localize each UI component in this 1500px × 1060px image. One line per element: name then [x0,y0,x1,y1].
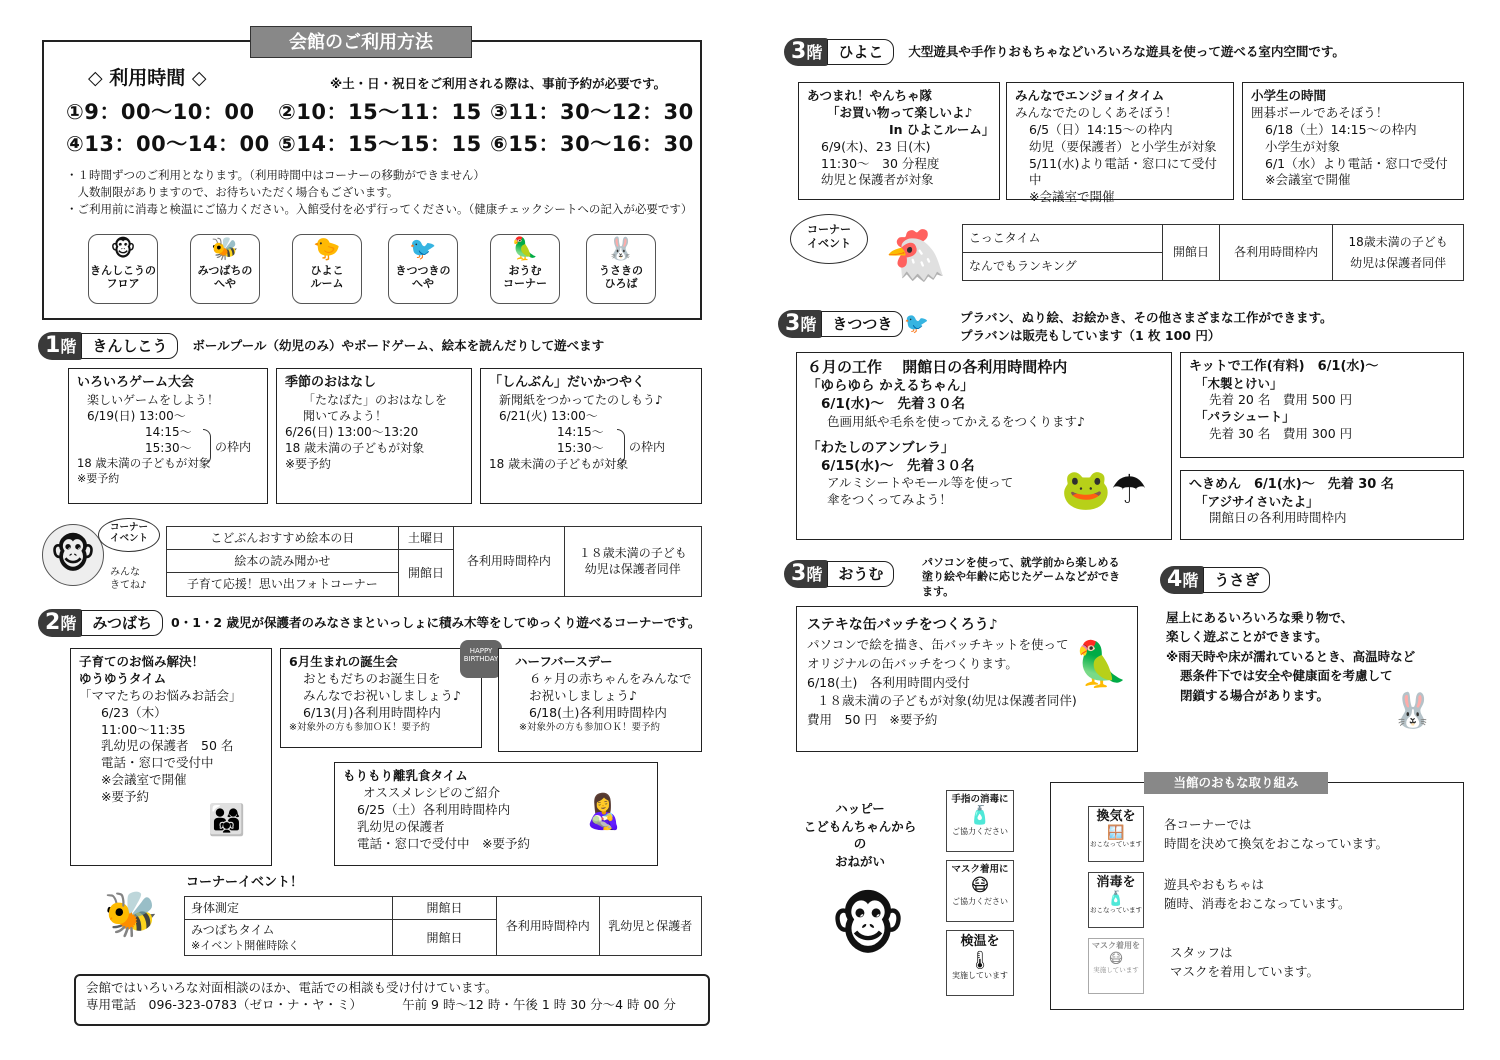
efforts-title: 当館のおもな取り組み [1144,772,1328,794]
temperature-sign: 検温を 🌡 実施しています [946,930,1014,996]
floor-description: 大型遊具や手作りおもちゃなどいろいろな遊具を使って遊べる室内空間です。 [908,43,1345,59]
event-box: へきめん 6/1(水)〜 先着 30 名 「アジサイさいたよ」 開館日の各利用時間枠内 [1180,470,1464,540]
effort-text: スタッフは マスクを着用しています。 [1170,945,1320,979]
bee-mascot-icon: 🐝 [103,889,159,940]
floor3-hiyoko-table: こっこタイム 開館日 各利用時間枠内 18歳未満の子ども 幼児は保護者同伴 なんでもランキング [962,224,1464,281]
event-box: みんなでエンジョイタイム みんなでたのしくあそぼう！ 6/5（日）14:15〜の枠内 幼児（要保護者）と小学生が対象 5/11(水)より電話・窓口にて受付中 ※会議室で開催 [1006,82,1234,200]
floor4-description: 屋上にあるいろいろな乗り物で、 楽しく遊ぶことができます。 ※雨天時や床が濡れているとき、高温時など 悪条件下では安全や健康面を考慮して 閉鎖する場合があります。 [1166,610,1416,703]
floor-number: 3階 [784,38,829,66]
event-box: いろいろゲーム大会 楽しいゲームをしよう！ 6/19(日) 13:00〜 14:15〜 15:30〜 18 歳未満の子どもが対象 ※要予約 の枠内 [68,368,268,504]
event-box: ステキな缶バッチをつくろう♪ パソコンで絵を描き、缶バッチキットを使って オリジナルの缶バッチをつくります。 6/18(土) 各利用時間内受付 １８歳未満の子どもが対象(幼児は保護者同伴) 費用 50 円 ※要予約 [796,606,1138,752]
monkey-mascot-icon: 🐵 [42,524,104,586]
corner-rabbit: 🐰 うさきの ひろば [586,234,656,304]
rabbit-icon: 🐰 [1391,691,1435,731]
minna-kitene: みんな きてね♪ [110,567,147,591]
floor-description: パソコンを使って、就学前から楽しめる 塗り絵や年齢に応じたゲームなどができ ます。 [922,556,1120,598]
floor-name: きんしこう [81,333,178,359]
disinfection-sign: 消毒を 🧴 おこなっています [1088,872,1144,928]
chick-icon: 🐤 [313,237,341,262]
time-slot: ②10：15〜11：15 [278,100,482,124]
time-slot: ⑥15：30〜16：30 [490,132,694,156]
monkey-icon: 🐵 [110,237,136,262]
window-icon: 🪟 [1107,824,1125,841]
floor-number: 3階 [778,310,823,338]
floor-number: 4階 [1160,566,1205,594]
event-box: ハーフバースデー ６ヶ月の赤ちゃんをみんなで お祝いしましょう♪ 6/18(土)各利用時間枠内 ※対象外の方も参加ＯＫ！要予約 [498,648,702,752]
time-slot: ④13：00〜14：00 [66,132,270,156]
floor2-event-table: 身体測定 開館日 各利用時間枠内 乳幼児と保護者 みつばちタイム ※イベント開催時除く 開館日 [184,896,702,956]
bee-icon: 🐝 [211,237,239,262]
floor3-oumu-label [784,560,894,588]
floor-name: おうむ [827,561,894,587]
floor-number: 1階 [38,332,83,360]
event-box: ６月の工作 開館日の各利用時間枠内 「ゆらゆら かえるちゃん」 6/1(水)〜 先着３０名 色画用紙や毛糸を使ってかえるをつくります♪ 「わたしのアンブレラ」 6/15(水)〜 先着３０名 アルミシートやモール等を使って 傘をつくってみよう！ [796,352,1172,540]
time-slot: ③11：30〜12：30 [490,100,694,124]
event-box: 小学生の時間 囲碁ボールであそぼう！ 6/18（土）14:15〜の枠内 小学生が対象 6/1（水）より電話・窓口で受付 ※会議室で開催 [1242,82,1464,200]
woodpecker-icon: 🐦 [904,311,929,335]
time-slot: ⑤14：15〜15：15 [278,132,482,156]
woodpecker-icon: 🐦 [409,237,437,262]
monkey-mascot-icon: 🐵 [829,887,907,964]
reservation-note: ※土・日・祝日をご利用される際は、事前予約が必要です。 [330,76,667,91]
corner-event-title: コーナーイベント！ [186,875,304,890]
floor-description: プラバンは販売もしています（1 枚 100 円） [960,328,1221,343]
event-box: 子育てのお悩み解決！ ゆうゆうタイム 「ママたちのお悩みお話会」 6/23（木） 11:00〜11:35 乳幼児の保護者 50 名 電話・窓口で受付中 ※会議室で開催 ※要予約 [70,648,272,866]
mask-sign: マスク着用に 😷 ご協力ください [946,860,1014,922]
floor-name: きつつき [821,311,903,337]
spray-icon: 🧴 [1107,890,1125,907]
consultation-box: 会館ではいろいろな対面相談のほか、電話での相談も受け付けています。 専用電話 096-323-0783（ゼロ・ナ・ヤ・ミ） 午前 9 時〜12 時・午後 1 時 30 分〜4 時 00 分 [74,974,710,1026]
effort-text: 遊具やおもちゃは 随時、消毒をおこなっています。 [1164,877,1351,911]
floor-name: うさぎ [1203,567,1270,593]
event-box: キットで工作(有料) 6/1(水)〜 「木製とけい」 先着 20 名 費用 500 円 「パラシュート」 先着 30 名 費用 300 円 [1180,352,1464,458]
parrot-icon: 🦜 [1073,639,1129,690]
corner-parrot: 🦜 おうむ コーナー [490,234,560,304]
parrot-icon: 🦜 [511,237,539,262]
hours-heading: ◇ 利用時間 ◇ [88,67,207,89]
floor1-event-table: こどぶんおすすめ絵本の日 土曜日 各利用時間枠内 １８歳未満の子ども 幼児は保護者同伴 絵本の読み聞かせ 開館日 子育て応援！思い出フォトコーナー [166,526,702,597]
usage-note: ・ご利用前に消毒と検温にご協力ください。入館受付を必ず行ってください。（健康チェックシートへの記入が必要です） [66,202,693,216]
event-box: あつまれ！やんちゃ隊 「お買い物って楽しいよ♪ In ひよこルーム」 6/9(木)、23 日(木) 11:30〜 30 分程度 幼児と保護者が対象 [798,82,1000,200]
staff-mask-sign: マスク着用を 😷 実施しています [1088,938,1144,994]
event-box: もりもり離乳食タイム オススメレシピのご紹介 6/25（土）各利用時間枠内 乳幼児の保護者 電話・窓口で受付中 ※要予約 [334,762,658,866]
floor2-label [38,609,700,637]
corner-event-bubble: コーナー イベント [98,518,160,552]
thermometer-icon: 🌡 [968,949,992,971]
rabbit-icon: 🐰 [607,237,635,262]
ventilation-sign: 換気を 🪟 おこなっています [1088,806,1144,862]
mask-icon: 😷 [970,875,990,897]
family-illustration-icon: 👨‍👩‍👧 [208,803,246,838]
corner-event-bubble: コーナー イベント [790,214,868,264]
floor3-kitsutsuki-label [778,310,929,338]
corner-bee: 🐝 みつばちの へや [190,234,260,304]
floor-name: みつばち [81,610,163,636]
happy-request-title: ハッピー こどもんちゃんからの おねがい [803,801,917,869]
time-slot: ①9：00〜10：00 [66,100,255,124]
effort-text: 各コーナーでは 時間を決めて換気をおこなっています。 [1164,817,1389,851]
floor4-label [1160,566,1270,594]
corner-woodpecker: 🐦 きつつきの へや [388,234,458,304]
baby-feeding-icon: 👩‍🍼 [582,792,626,832]
floor-description: 0・1・2 歳児が保護者のみなさまといっしょに積み木等をしてゆっくり遊べるコーナーです。 [171,614,701,630]
usage-note: 人数制限がありますので、お待ちいただく場合もございます。 [66,185,399,199]
usage-title: 会館のご利用方法 [250,26,472,58]
cake-icon: HAPPY BIRTHDAY [460,640,502,678]
corner-monkey: 🐵 きんしこうの フロア [88,234,158,304]
event-box: 季節のおはなし 「たなばた」のおはなしを 聞いてみよう！ 6/26(日) 13:00〜13:20 18 歳未満の子どもが対象 ※要予約 [276,368,472,504]
usage-note: ・１時間ずつのご利用となります。（利用時間中はコーナーの移動ができません） [66,168,485,182]
hand-sanitizer-icon: 🧴 [968,805,992,827]
hand-sanitize-sign: 手指の消毒に 🧴 ご協力ください [946,790,1014,852]
event-box: 「しんぶん」だいかつやく 新聞紙をつかってたのしもう♪ 6/21(火) 13:00〜 14:15〜 15:30〜 18 歳未満の子どもが対象 の枠内 [480,368,702,504]
chicken-mascot-icon: 🐔 [884,226,948,284]
floor1-label [38,332,604,360]
floor-number: 2階 [38,609,83,637]
frog-umbrella-icon: 🐸☂ [1061,467,1147,513]
event-box: 6月生まれの誕生会 おともだちのお誕生日を みんなでお祝いしましょう♪ 6/13(月)各利用時間枠内 ※対象外の方も参加ＯＫ！要予約 [280,648,482,748]
corner-chick: 🐤 ひよこ ルーム [292,234,362,304]
floor-description: ボールプール（幼児のみ）やボードゲーム、絵本を読んだりして遊べます [192,337,605,353]
floor-name: ひよこ [827,39,894,65]
mask-icon: 😷 [1108,950,1124,967]
floor-description: プラバン、ぬり絵、お絵かき、その他さまざまな工作ができます。 [960,310,1333,325]
floor3-hiyoko-label [784,38,1345,66]
floor-number: 3階 [784,560,829,588]
